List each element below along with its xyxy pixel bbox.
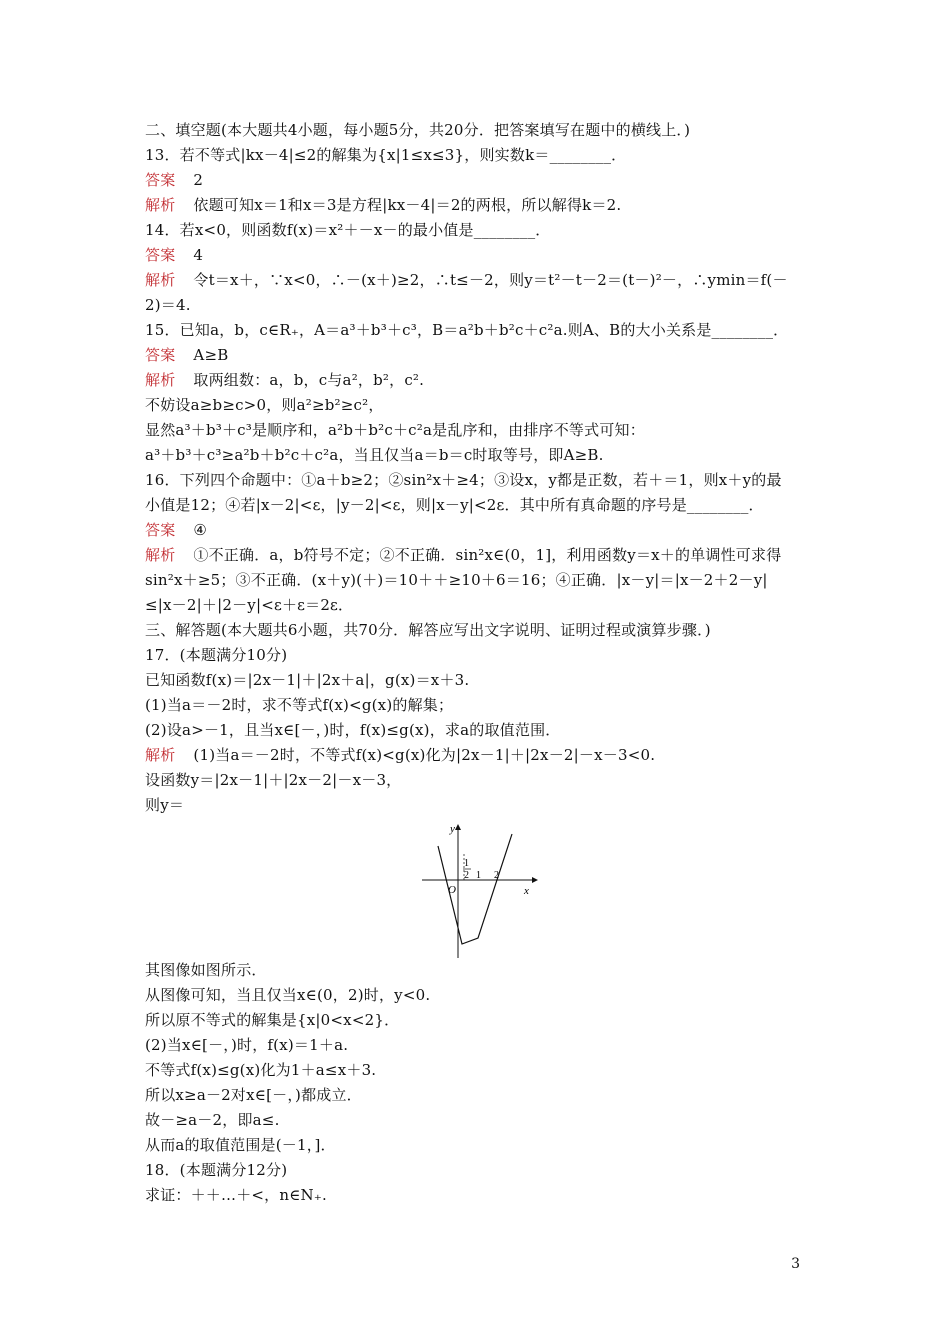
analysis-17: 解析 (1)当a＝－2时，不等式f(x)<g(x)化为|2x－1|＋|2x－2|－x－3<0. (145, 746, 656, 764)
analysis-13: 解析 依题可知x＝1和x＝3是方程|kx－4|＝2的两根，所以解得k＝2. (145, 196, 622, 214)
analysis-17-line5: 从图像可知，当且仅当x∈(0，2)时，y<0. (145, 986, 431, 1004)
question-17-part1: (1)当a＝－2时，求不等式f(x)<g(x)的解集； (145, 696, 454, 714)
answer-16: 答案 ④ (145, 521, 208, 539)
function-graph (420, 822, 538, 958)
question-16-cont: 小值是12；④若|x－2|<ε，|y－2|<ε，则|x－y|<2ε．其中所有真命题的序号是________． (145, 496, 764, 514)
tick-half-numerator: 1 (464, 858, 469, 869)
y-axis-arrow (455, 824, 461, 830)
section-heading: 二、填空题(本大题共4小题，每小题5分，共20分．把答案填写在题中的横线上．) (145, 121, 691, 139)
analysis-17-line2: 设函数y＝|2x－1|＋|2x－2|－x－3， (145, 771, 402, 789)
analysis-17-line9: 所以x≥a－2对x∈[－，)都成立． (145, 1086, 362, 1104)
question-18-title: 18．(本题满分12分) (145, 1161, 288, 1179)
question-17-title: 17．(本题满分10分) (145, 646, 288, 664)
analysis-17-line8: 不等式f(x)≤g(x)化为1＋a≤x＋3. (145, 1061, 377, 1079)
question-17-text: 已知函数f(x)＝|2x－1|＋|2x＋a|，g(x)＝x＋3. (145, 671, 470, 689)
origin-label: O (448, 884, 456, 896)
analysis-17-line7: (2)当x∈[－，)时，f(x)＝1＋a. (145, 1036, 349, 1054)
analysis-17-line4: 其图像如图所示． (145, 961, 267, 979)
analysis-14-cont: 2)＝4. (145, 296, 191, 314)
question-18-text: 求证：＋＋…＋<，n∈N₊. (145, 1186, 327, 1204)
x-axis-label: x (524, 885, 529, 897)
analysis-16-line3: ≤|x－2|＋|2－y|<ε＋ε＝2ε． (145, 596, 354, 614)
analysis-14: 解析 令t＝x＋，∵x<0，∴－(x＋)≥2，∴t≤－2，则y＝t²－t－2＝(t－)²－，∴ymin＝f(－ (145, 271, 788, 289)
analysis-15: 解析 取两组数：a，b，c与a²，b²，c². (145, 371, 425, 389)
x-axis-arrow (532, 877, 538, 883)
tick-half-denominator: 2 (464, 870, 469, 881)
question-15: 15．已知a，b，c∈R₊，A＝a³＋b³＋c³，B＝a²b＋b²c＋c²a.则A、B的大小关系是________． (145, 321, 789, 339)
analysis-15-line4: a³＋b³＋c³≥a²b＋b²c＋c²a，当且仅当a＝b＝c时取等号，即A≥B. (145, 446, 604, 464)
answer-15: 答案 A≥B (145, 346, 229, 364)
page-number: 3 (791, 1256, 800, 1272)
analysis-16-line2: sin²x＋≥5；③不正确．(x＋y)(＋)＝10＋＋≥10＋6＝16；④正确．|x－y|＝|x－2＋2－y| (145, 571, 768, 589)
y-axis-label: y (450, 823, 455, 835)
question-13: 13．若不等式|kx－4|≤2的解集为{x|1≤x≤3}，则实数k＝________． (145, 146, 627, 164)
question-17-part2: (2)设a>－1，且当x∈[－，)时，f(x)≤g(x)，求a的取值范围． (145, 721, 561, 739)
analysis-16: 解析 ①不正确．a，b符号不定；②不正确．sin²x∈(0，1]，利用函数y＝x＋的单调性可求得 (145, 546, 782, 564)
analysis-17-line3: 则y＝ (145, 796, 185, 814)
analysis-15-line3: 显然a³＋b³＋c³是顺序和，a²b＋b²c＋c²a是乱序和，由排序不等式可知： (145, 421, 645, 439)
tick-2: 2 (494, 870, 499, 881)
answer-13: 答案 2 (145, 171, 204, 189)
tick-1: 1 (476, 870, 481, 881)
section-heading-3: 三、解答题(本大题共6小题，共70分．解答应写出文字说明、证明过程或演算步骤．) (145, 621, 711, 639)
analysis-17-line10: 故－≥a－2，即a≤. (145, 1111, 280, 1129)
answer-14: 答案 4 (145, 246, 204, 264)
question-16: 16．下列四个命题中：①a＋b≥2；②sin²x＋≥4；③设x，y都是正数，若＋＝1，则x＋y的最 (145, 471, 782, 489)
question-14: 14．若x<0，则函数f(x)＝x²＋－x－的最小值是________． (145, 221, 551, 239)
analysis-17-line11: 从而a的取值范围是(－1，]． (145, 1136, 336, 1154)
analysis-17-line6: 所以原不等式的解集是{x|0<x<2}． (145, 1011, 400, 1029)
analysis-15-line2: 不妨设a≥b≥c>0，则a²≥b²≥c²， (145, 396, 384, 414)
